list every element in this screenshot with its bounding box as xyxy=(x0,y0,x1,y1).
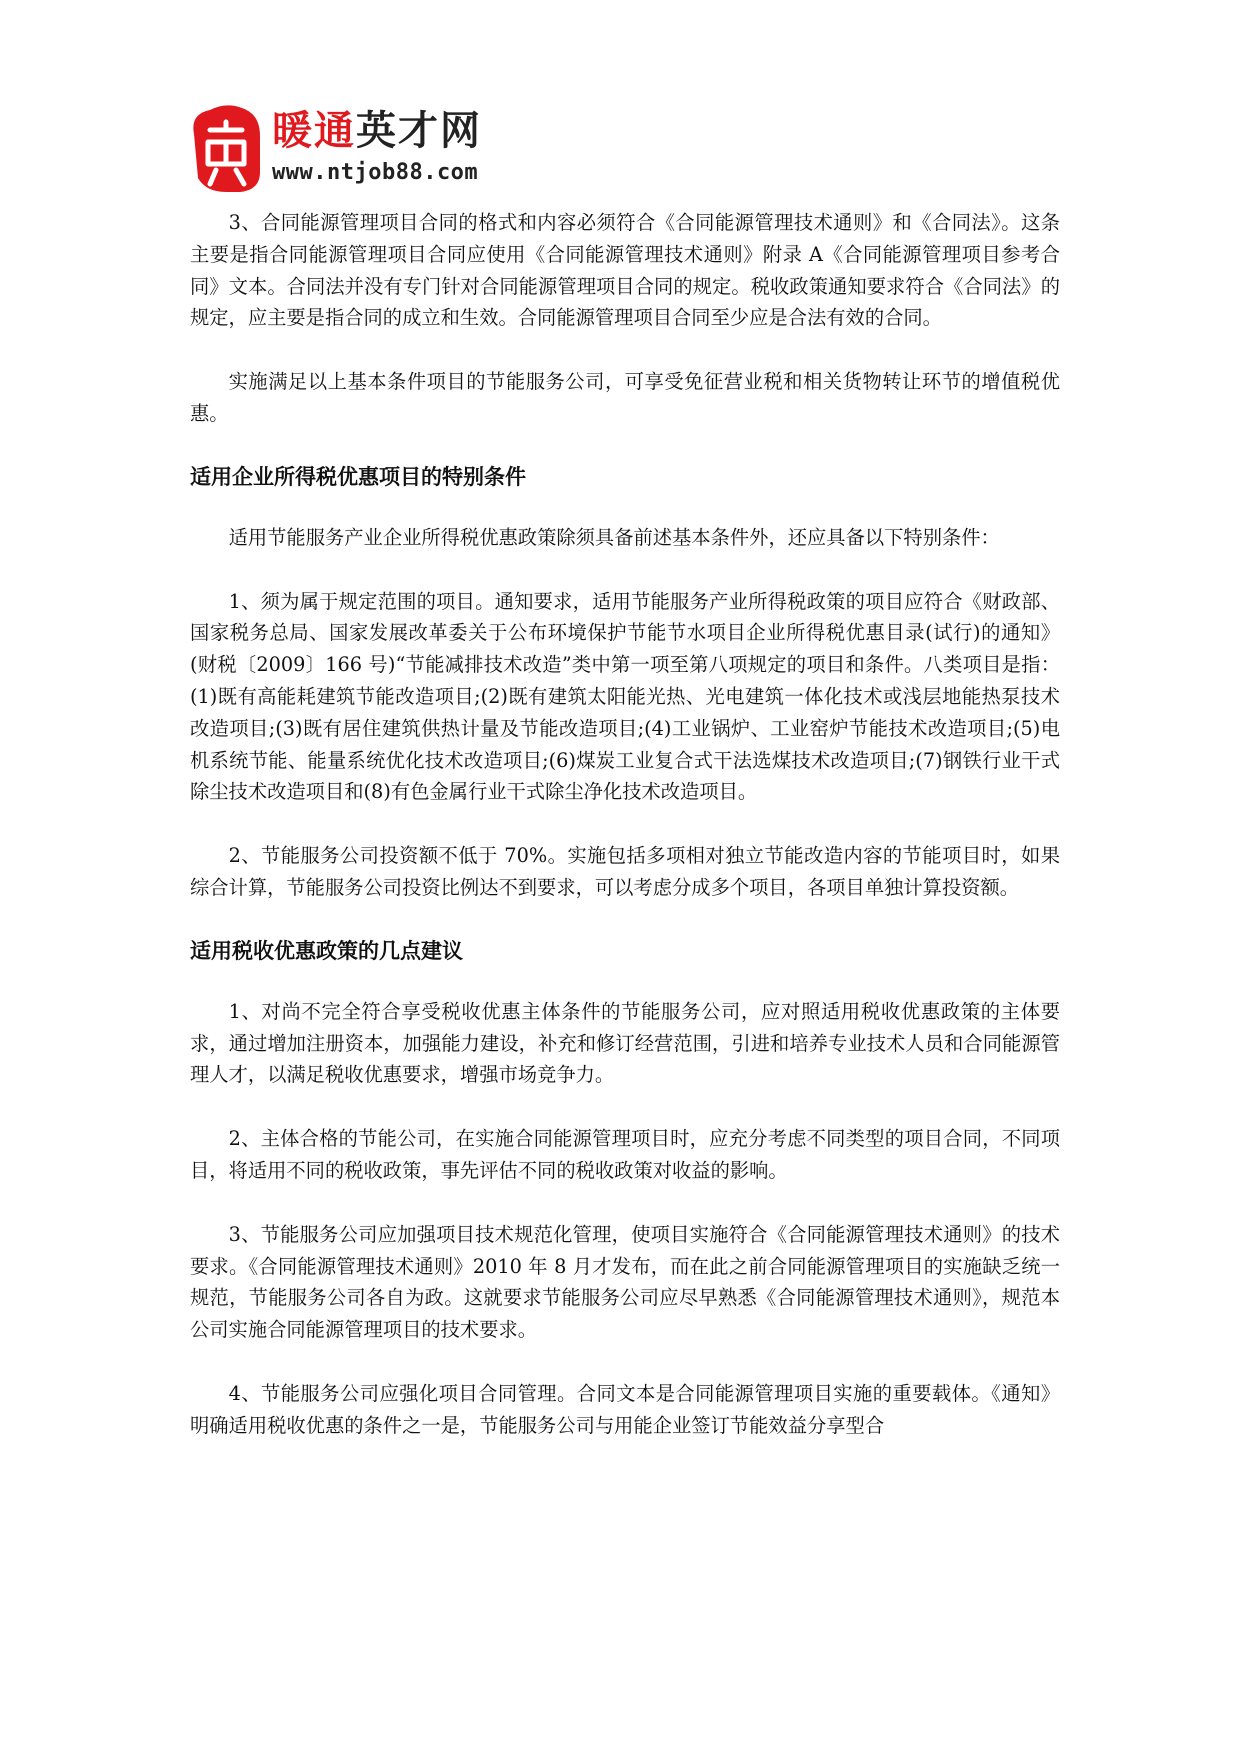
section-heading: 适用税收优惠政策的几点建议 xyxy=(190,938,463,963)
site-logo xyxy=(186,100,526,198)
paragraph: 2、主体合格的节能公司，在实施合同能源管理项目时，应充分考虑不同类型的项目合同，不同项目，将适用不同的税收政策，事先评估不同的税收政策对收益的影响。 xyxy=(190,1127,1060,1182)
section-heading: 适用企业所得税优惠项目的特别条件 xyxy=(190,464,526,489)
paragraph: 3、合同能源管理项目合同的格式和内容必须符合《合同能源管理技术通则》和《合同法》。这条主要是指合同能源管理项目合同应使用《合同能源管理技术通则》附录 A《合同能源管理项目参考合同》文本。合同法并没有专门针对合同能源管理项目合同的规定。税收政策通知要求符合《合同法》的规定，应主要是指合同的成立和生效。合同能源管理项目合同至少应是合法有效的合同。 xyxy=(190,211,1060,330)
paragraph: 4、节能服务公司应强化项目合同管理。合同文本是合同能源管理项目实施的重要载体。《通知》明确适用税收优惠的条件之一是，节能服务公司与用能企业签订节能效益分享型合 xyxy=(190,1381,1060,1437)
paragraph: 适用节能服务产业企业所得税优惠政策除须具备前述基本条件外，还应具备以下特别条件： xyxy=(228,525,1000,549)
logo-mark-icon xyxy=(186,100,266,196)
paragraph: 1、须为属于规定范围的项目。通知要求，适用节能服务产业所得税政策的项目应符合《财政部、国家税务总局、国家发展改革委关于公布环境保护节能节水项目企业所得税优惠目录(试行)的通知》(财税〔2009〕166 号)“节能减排技术改造”类中第一项至第八项规定的项目和条件。八类项目是指：(1)既有高能耗建筑节能改造项目;(2)既有建筑太阳能光热、光电建筑一体化技术或浅层地能热泵技术改造项目;(3)既有居住建筑供热计量及节能改造项目;(4)工业锅炉、工业窑炉节能技术改造项目;(5)电机系统节能、能量系统优化技术改造项目;(6)煤炭工业复合式干法选煤技术改造项目;(7)钢铁行业干式除尘技术改造项目和(8)有色金属行业干式除尘净化技术改造项目。 xyxy=(190,589,1060,804)
paragraph: 1、对尚不完全符合享受税收优惠主体条件的节能服务公司，应对照适用税收优惠政策的主体要求，通过增加注册资本，加强能力建设，补充和修订经营范围，引进和培养专业技术人员和合同能源管理人才，以满足税收优惠要求，增强市场竞争力。 xyxy=(190,999,1060,1087)
paragraph: 2、节能服务公司投资额不低于 70%。实施包括多项相对独立节能改造内容的节能项目时，如果综合计算，节能服务公司投资比例达不到要求，可以考虑分成多个项目，各项目单独计算投资额。 xyxy=(190,844,1060,899)
logo-name-part1: 暖通 xyxy=(272,108,356,154)
logo-name-part2: 英才网 xyxy=(356,108,482,154)
document-body xyxy=(190,207,1060,1474)
paragraph: 实施满足以上基本条件项目的节能服务公司，可享受免征营业税和相关货物转让环节的增值税优惠。 xyxy=(190,370,1060,425)
logo-brand-name xyxy=(272,106,482,156)
logo-url: www.ntjob88.com xyxy=(272,160,479,185)
paragraph: 3、节能服务公司应加强项目技术规范化管理，使项目实施符合《合同能源管理技术通则》的技术要求。《合同能源管理技术通则》2010 年 8 月才发布，而在此之前合同能源管理项目的实施缺乏统一规范，节能服务公司各自为政。这就要求节能服务公司应尽早熟悉《合同能源管理技术通则》，规范本公司实施合同能源管理项目的技术要求。 xyxy=(190,1222,1060,1342)
